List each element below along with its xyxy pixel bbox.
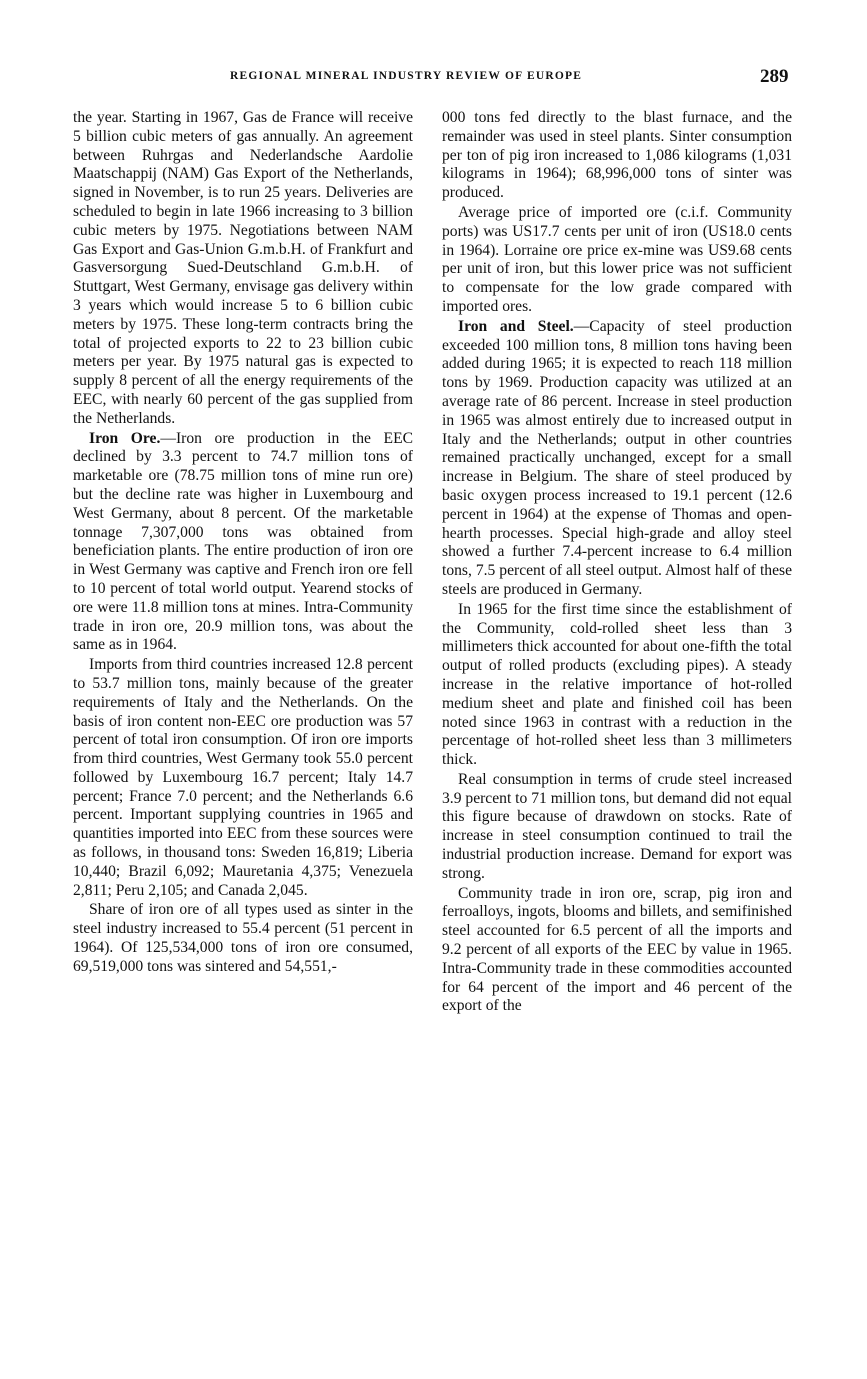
paragraph-iron-ore <box>73 430 413 656</box>
paragraph: the year. Starting in 1967, Gas de France will receive 5 billion cubic meters of gas annually. An agreement between Ruhrgas and Nederlandsche Aardolie Maatschappij (NAM) Gas Export of the Netherlands, signed in November, is to run 25 years. Deliveries are scheduled to begin in late 1966 increasing to 3 billion cubic meters by 1975. Negotiations between NAM Gas Export and Gas-Union G.m.b.H. of Frankfurt and Gasversorgung Sued-Deutschland G.m.b.H. of Stuttgart, West Germany, envisage gas delivery within 3 years which would increase 5 to 6 billion cubic meters by 1975. These long-term contracts bring the total of projected exports to 22 to 23 billion cubic meters per year. By 1975 natural gas is expected to supply 8 percent of all the energy requirements of the EEC, with nearly 60 percent of the gas supplied from the Netherlands. <box>73 109 413 427</box>
paragraph-body: —Iron ore production in the EEC declined by 3.3 percent to 74.7 million tons of marketable ore (78.75 million tons of mine run ore) but the decline rate was higher in Luxembourg and West Germany, about 8 percent. Of the marketable tonnage 7,307,000 tons was obtained from beneficiation plants. The entire production of iron ore in West Germany was captive and French iron ore fell to 10 percent of total world output. Yearend stocks of ore were 11.8 million tons at mines. Intra-Community trade in iron ore, 20.9 million tons, was about the same as in 1964. <box>73 429 413 654</box>
page-number: 289 <box>760 66 789 87</box>
right-column <box>442 109 792 1016</box>
paragraph-iron-steel <box>442 318 792 600</box>
paragraph: Imports from third countries increased 12.8 percent to 53.7 million tons, mainly because of the greater requirements of Italy and the Netherlands. On the basis of iron content non-EEC ore production was 57 percent of total iron consumption. Of iron ore imports from third countries, West Germany took 55.0 percent followed by Luxembourg 16.7 percent; Italy 14.7 percent; France 7.0 percent; and the Netherlands 6.6 percent. Important supplying countries in 1965 and quantities imported into EEC from these sources were as follows, in thousand tons: Sweden 16,819; Liberia 10,440; Brazil 6,092; Mauretania 4,375; Venezuela 2,811; Peru 2,105; and Canada 2,045. <box>73 656 413 899</box>
paragraph-body: —Capacity of steel production exceeded 100 million tons, 8 million tons having been added during 1965; it is expected to reach 118 million tons by 1969. Production capacity was utilized at an average rate of 86 percent. Increase in steel production in 1965 was almost entirely due to increased output in Italy and the Netherlands; output in other countries remained practically unchanged, except for a small increase in Belgium. The share of steel produced by basic oxygen process increased to 19.1 percent (12.6 percent in 1964) at the expense of Thomas and open-hearth processes. Special high-grade and alloy steel showed a further 7.4-percent increase to 6.4 million tons, 7.5 percent of all steel output. Almost half of these steels are produced in Germany. <box>442 317 792 598</box>
paragraph: 000 tons fed directly to the blast furnace, and the remainder was used in steel plants. Sinter consumption per ton of pig iron increased to 1,086 kilograms (1,031 kilograms in 1964); 68,996,000 tons of sinter was produced. <box>442 109 792 202</box>
paragraph: Share of iron ore of all types used as sinter in the steel industry increased to 55.4 percent (51 percent in 1964). Of 125,534,000 tons of iron ore consumed, 69,519,000 tons was sintered and 54,551,- <box>73 901 413 975</box>
left-column <box>73 109 413 977</box>
paragraph: Real consumption in terms of crude steel increased 3.9 percent to 71 million tons, but demand did not equal this figure because of drawdown on stocks. Rate of increase in steel consumption continued to trail the industrial production increase. Demand for export was strong. <box>442 770 792 882</box>
paragraph: Community trade in iron ore, scrap, pig iron and ferroalloys, ingots, blooms and billets, and semifinished steel accounted for 6.5 percent of all the imports and 9.2 percent of all exports of the EEC by value in 1965. Intra-Community trade in these commodities accounted for 64 percent of the import and 46 percent of the export of the <box>442 884 792 1015</box>
running-head: REGIONAL MINERAL INDUSTRY REVIEW OF EUROPE <box>230 70 583 82</box>
paragraph: Average price of imported ore (c.i.f. Community ports) was US17.7 cents per unit of iron (US18.0 cents in 1964). Lorraine ore price ex-mine was US9.68 cents per unit of iron, but this lower price was not sufficient to compensate for the low grade compared with imported ores. <box>442 203 792 315</box>
section-heading-iron-ore: Iron Ore. <box>89 429 161 447</box>
section-heading-iron-steel: Iron and Steel. <box>458 317 574 335</box>
paragraph: In 1965 for the first time since the establishment of the Community, cold-rolled sheet less than 3 millimeters thick accounted for about one-fifth the total output of rolled products (excluding pipes). A steady increase in the relative importance of hot-rolled medium sheet and plate and finished coil has been noted since 1963 in contrast with a reduction in the percentage of hot-rolled sheet less than 3 millimeters thick. <box>442 600 792 769</box>
